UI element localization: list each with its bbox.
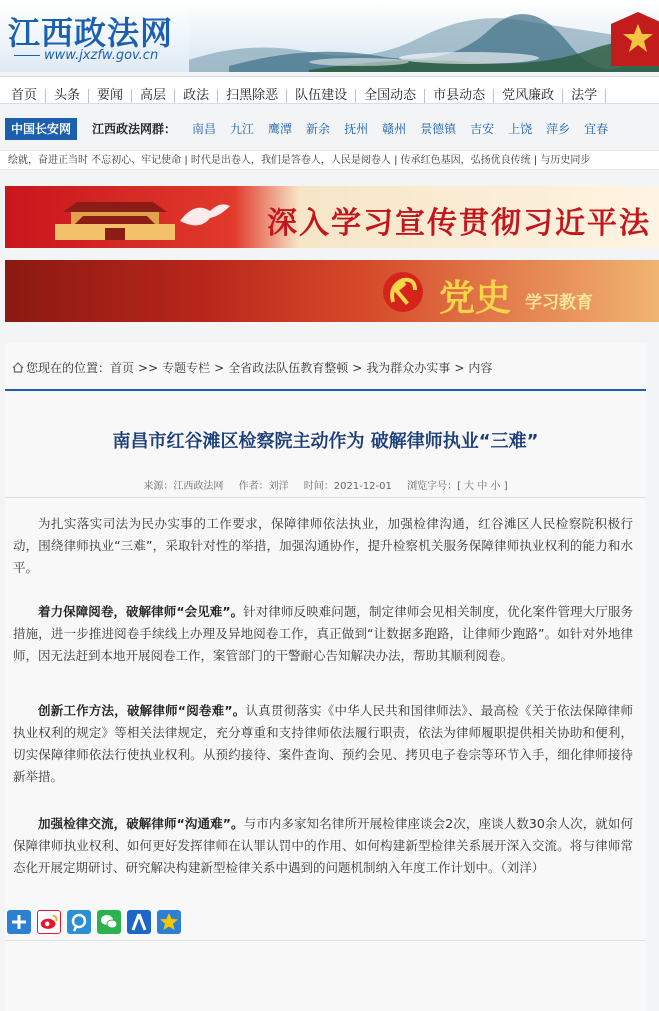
dove-icon: [175, 196, 235, 236]
breadcrumb-separator: >>: [138, 361, 159, 375]
weibo-icon[interactable]: [37, 910, 61, 934]
breadcrumb-content: 内容: [468, 361, 493, 375]
police-emblem-icon: [609, 10, 659, 68]
banner1-text: 深入学习宣传贯彻习近平法: [267, 206, 651, 241]
paragraph-3-heading: 创新工作方法，破解律师“阅卷难”。: [38, 703, 246, 718]
tencent-weibo-icon[interactable]: [67, 910, 91, 934]
paragraph-4-heading: 加强检律交流，破解律师“沟通难”。: [38, 816, 244, 831]
nav-item-team-building[interactable]: 队伍建设: [287, 89, 356, 103]
paragraph-4-body: 与市内多家知名律所开展检律座谈会2次，座谈人数30余人次，就如何保障律师执业权利、如何更好发挥律师在认罪认罚中的作用、如何构建新型检律关系展开深入交流。将与律师常态化开展定期研讨、研究解决构建新型检律关系中遇到的问题机制纳入年度工作计划中。（刘洋）: [13, 816, 633, 875]
site-link-jian[interactable]: 吉安: [470, 122, 495, 136]
breadcrumb-separator: >: [352, 361, 363, 375]
banner-party-history[interactable]: [5, 260, 659, 322]
article-paragraph-3: [13, 700, 633, 788]
china-changan-button[interactable]: 中国长安网: [5, 118, 77, 140]
paragraph-2-body: 针对律师反映难问题，制定律师会见相关制度，优化案件管理大厅服务措施，进一步推进阅卷手续线上办理及异地阅卷工作，真正做到“让数据多跑路，让律师少跑路”。如针对外地律师，因无法赶到本地开展阅卷工作，案管部门的干警耐心告知解决办法，帮助其顺利阅卷。: [13, 604, 633, 663]
slogan-ticker[interactable]: 绘就，奋进正当时 不忘初心、牢记使命 | 时代是出卷人，我们是答卷人，人民是阅卷人 | 传承红色基因，弘扬优良传统 | 与历史同步: [0, 150, 659, 170]
site-link-yingtan[interactable]: 鹰潭: [268, 122, 293, 136]
share-plus-icon[interactable]: [7, 910, 31, 934]
breadcrumb-separator: >: [454, 361, 465, 375]
breadcrumb-divider: [5, 389, 646, 391]
home-icon: [12, 362, 24, 373]
article-time: 时间：2021-12-01: [303, 481, 392, 492]
footer-divider: [5, 940, 646, 941]
meta-divider: [5, 497, 646, 498]
site-link-nanchang[interactable]: 南昌: [192, 122, 217, 136]
breadcrumb-prefix: 您现在的位置：: [26, 361, 111, 375]
article-meta: [5, 477, 646, 492]
main-nav: [0, 76, 659, 104]
site-header: [0, 0, 659, 72]
nav-item-local-news[interactable]: 市县动态: [425, 89, 494, 103]
nav-item-home[interactable]: 首页: [3, 89, 46, 103]
site-link-ganzhou[interactable]: 赣州: [382, 122, 407, 136]
font-size-switcher[interactable]: 浏览字号：[ 大 中 小 ]: [407, 481, 508, 492]
article-paragraph-1: 为扎实落实司法为民办实事的工作要求，保障律师依法执业，加强检律沟通，红谷滩区人民检察院积极行动，围绕律师执业“三难”，采取针对性的举措，加强沟通协作，提升检察机关服务保障律师执业权利的能力和水平。: [13, 516, 633, 575]
site-link-fuzhou[interactable]: 抚州: [344, 122, 369, 136]
hammer-sickle-icon: [381, 270, 425, 314]
tiananmen-icon: [35, 194, 195, 244]
site-group-bar: [0, 115, 659, 143]
site-link-jingdezhen[interactable]: 景德镇: [420, 122, 457, 136]
paragraph-2-heading: 着力保障阅卷，破解律师“会见难”。: [38, 604, 244, 619]
share-bar: [7, 910, 187, 934]
nav-item-headline[interactable]: 头条: [46, 89, 89, 103]
breadcrumb-special-topics[interactable]: 专题专栏: [162, 361, 211, 375]
nav-item-top-level[interactable]: 高层: [132, 89, 175, 103]
renren-icon[interactable]: [127, 910, 151, 934]
site-link-xinyu[interactable]: 新余: [306, 122, 331, 136]
breadcrumb-separator: >: [214, 361, 225, 375]
banner2-subtitle: 学习教育: [525, 293, 593, 313]
article-paragraph-2: [13, 601, 633, 667]
article-source: 来源：江西政法网: [143, 481, 224, 492]
nav-item-integrity[interactable]: 党风廉政: [494, 89, 563, 103]
site-group-label: 江西政法网群：: [92, 122, 177, 136]
article-author: 作者：刘洋: [238, 481, 289, 492]
paragraph-3-body: 认真贯彻落实《中华人民共和国律师法》、最高检《关于依法保障律师执业权利的规定》等相关法律规定，充分尊重和支持律师依法履行职责，依法为律师履职提供相关协助和便利，切实保障律师依法行使执业权利。从预约接待、案件查询、预约会见、拷贝电子卷宗等环节入手，细化律师接待新举措。: [13, 703, 633, 784]
mountain-landscape-image: [189, 0, 659, 72]
nav-item-politics-law[interactable]: 政法: [175, 89, 218, 103]
site-link-shangrao[interactable]: 上饶: [508, 122, 533, 136]
nav-item-anti-gang[interactable]: 扫黑除恶: [218, 89, 287, 103]
article-card: [5, 343, 646, 1011]
site-url: [10, 48, 158, 63]
breadcrumb-home[interactable]: 首页: [110, 361, 135, 375]
nav-item-law-studies[interactable]: 法学: [563, 89, 606, 103]
site-link-yichun[interactable]: 宜春: [584, 122, 609, 136]
nav-item-news[interactable]: 要闻: [89, 89, 132, 103]
site-link-pingxiang[interactable]: 萍乡: [546, 122, 571, 136]
article-title: 南昌市红谷滩区检察院主动作为 破解律师执业“三难”: [112, 431, 539, 452]
site-group-links: [192, 118, 622, 140]
site-logo-title[interactable]: 江西政法网: [8, 14, 174, 52]
breadcrumb-practical-deeds[interactable]: 我为群众办实事: [366, 361, 451, 375]
breadcrumb: [12, 359, 492, 376]
breadcrumb-team-rectification[interactable]: 全省政法队伍教育整顿: [228, 361, 349, 375]
wechat-icon[interactable]: [97, 910, 121, 934]
site-link-jiujiang[interactable]: 九江: [230, 122, 255, 136]
site-url-text: www.jxzfw.gov.cn: [44, 48, 159, 63]
article-paragraph-4: [13, 813, 633, 879]
banner-study-xi-thought[interactable]: [5, 186, 659, 248]
favorite-star-icon[interactable]: [157, 910, 181, 934]
banner2-title: 党史: [439, 277, 512, 319]
nav-item-national-news[interactable]: 全国动态: [356, 89, 425, 103]
